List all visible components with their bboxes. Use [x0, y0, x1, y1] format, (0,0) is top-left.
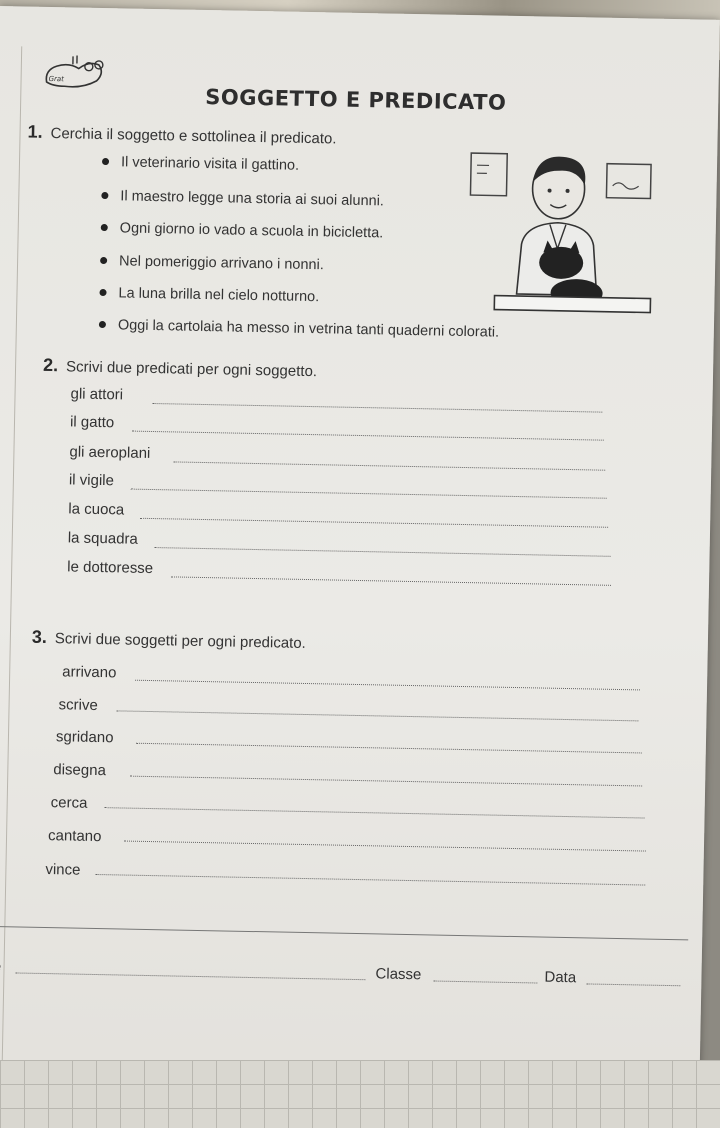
bullet-dot	[102, 158, 109, 165]
exercise-3-instruction	[32, 627, 306, 653]
sentence-text: Il veterinario visita il gattino.	[120, 154, 300, 174]
answer-line[interactable]	[124, 841, 646, 852]
predicate-label: scrive	[58, 696, 98, 715]
answer-line[interactable]	[155, 547, 611, 557]
answer-line[interactable]	[140, 518, 608, 528]
subject-label: le dottoresse	[67, 558, 154, 578]
exercise-3-text: Scrivi due soggetti per ogni predicato.	[54, 630, 306, 652]
answer-line[interactable]	[171, 576, 611, 585]
subject-row	[69, 471, 114, 489]
predicate-label: arrivano	[62, 663, 117, 682]
exercise-1-number: 1.	[27, 121, 43, 142]
bullet-dot	[100, 257, 107, 264]
answer-line[interactable]	[131, 489, 607, 499]
predicate-label: disegna	[53, 761, 107, 780]
answer-line[interactable]	[105, 807, 645, 818]
answer-line[interactable]	[130, 776, 642, 787]
answer-line[interactable]	[136, 743, 642, 754]
sentence-text: Oggi la cartolaia ha messo in vetrina tanti quaderni colorati.	[117, 317, 500, 341]
predicate-label: cerca	[50, 794, 88, 812]
veterinarian-illustration	[464, 143, 658, 337]
graph-paper-background	[0, 1060, 720, 1128]
subject-row	[67, 558, 153, 577]
predicate-row	[56, 728, 114, 746]
exercise-3-number: 3.	[31, 626, 48, 648]
footer-divider	[0, 926, 688, 940]
predicate-row	[45, 861, 80, 879]
class-line[interactable]	[433, 980, 537, 983]
sentence-item	[99, 285, 319, 305]
sentence-text: Nel pomeriggio arrivano i nonni.	[118, 253, 324, 274]
name-line[interactable]	[15, 972, 365, 980]
subject-label: il gatto	[69, 413, 115, 432]
subject-label: gli attori	[70, 385, 124, 404]
predicate-row	[51, 794, 88, 812]
predicate-label: sgridano	[55, 728, 114, 747]
bullet-dot	[99, 289, 106, 296]
subject-label: la cuoca	[68, 500, 125, 519]
predicate-row	[48, 827, 102, 845]
worksheet-page	[0, 6, 720, 1114]
bullet-dot	[99, 321, 106, 328]
exercise-1-text: Cerchia il soggetto e sottolinea il predicato.	[50, 124, 337, 148]
answer-line[interactable]	[116, 710, 638, 721]
sentence-item	[99, 317, 499, 341]
sentence-item	[100, 253, 324, 273]
subject-row	[69, 443, 150, 462]
exercise-1-instruction	[27, 122, 336, 149]
predicate-label: cantano	[47, 827, 102, 846]
publisher-logo	[38, 52, 109, 93]
sentence-text: Ogni giorno io vado a scuola in bicicletta.	[119, 220, 384, 242]
bullet-dot	[101, 224, 108, 231]
date-line[interactable]	[586, 983, 680, 986]
sentence-text: Il maestro legge una storia ai suoi alunni.	[120, 188, 385, 210]
exercise-2-number: 2.	[42, 354, 59, 376]
sentence-item	[101, 188, 384, 209]
subject-row	[70, 413, 115, 431]
subject-label: la squadra	[67, 529, 139, 548]
predicate-row	[62, 663, 117, 681]
predicate-label: vince	[45, 861, 81, 879]
answer-line[interactable]	[173, 461, 605, 470]
sentence-text: La luna brilla nel cielo notturno.	[118, 285, 320, 306]
class-label: Classe	[375, 965, 422, 984]
subject-label: gli aeroplani	[69, 443, 151, 462]
exercise-2-instruction	[43, 355, 317, 381]
exercise-2-text: Scrivi due predicati per ogni soggetto.	[65, 358, 318, 381]
subject-row	[70, 385, 123, 403]
subject-row	[68, 500, 124, 518]
predicate-row	[58, 696, 97, 714]
predicate-row	[53, 761, 106, 779]
sentence-item	[102, 154, 299, 174]
logo-text: Grat	[48, 74, 65, 84]
page-margin-line	[1, 46, 22, 1106]
answer-line[interactable]	[152, 403, 602, 413]
answer-line[interactable]	[95, 874, 645, 886]
sentence-item	[101, 220, 384, 241]
answer-line[interactable]	[135, 680, 640, 691]
name-label	[0, 958, 1, 975]
bullet-dot	[101, 192, 108, 199]
page-title: SOGGETTO E PREDICATO	[205, 84, 507, 115]
subject-label: il vigile	[68, 471, 115, 490]
subject-row	[68, 529, 138, 547]
answer-line[interactable]	[132, 431, 604, 441]
date-label: Data	[544, 968, 577, 987]
